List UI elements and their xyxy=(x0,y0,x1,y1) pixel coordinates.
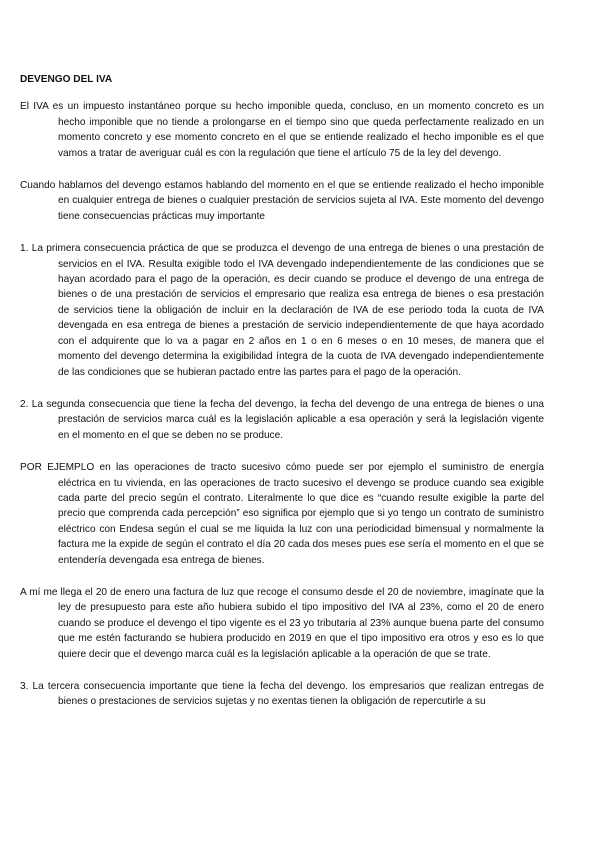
paragraph-example: POR EJEMPLO en las operaciones de tracto sucesivo cómo puede ser por ejemplo el suministro de energía eléctrica en tu vivienda, en las operaciones de tracto sucesivo el devengo se produce cuando sea exigible cada parte del precio según el contrato. Literalmente lo que dice es “cuando resulte exigible la parte del precio que comprenda cada percepción” eso significa por ejemplo que si yo tengo un contrato de suministro eléctrico con Endesa según el cual se me liquida la luz con una periodicidad bimensual y normalmente la factura me la expide de según el contrato el día 20 cada dos meses pues ese sería el momento en el que se entendería devengada esa entrega de bienes. xyxy=(20,462,544,566)
paragraph-devengo: Cuando hablamos del devengo estamos hablando del momento en el que se entiende realizado el hecho imponible en cualquier entrega de bienes o cualquier prestación de servicios sujeta al IVA. Este momento del devengo tiene consecuencias prácticas muy importante xyxy=(20,180,544,222)
paragraph-consequence-3: 3. La tercera consecuencia importante que tiene la fecha del devengo. los empresarios que realizan entregas de bienes o prestaciones de servicios sujetas y no exentas tienen la obligación de repercutirle a su xyxy=(20,681,544,708)
paragraph-consequence-1: 1. La primera consecuencia práctica de que se produzca el devengo de una entrega de bienes o una prestación de servicios en el IVA. Resulta exigible todo el IVA devengado independientemente de las condiciones que se hayan acordado para el pago de la operación, es decir cuando se produce el devengo de una entrega de bienes o de una prestación de servicios el empresario que realiza esa entrega de bienes o esa prestación de servicios tiene la obligación de incluir en la declaración de IVA de ese periodo toda la cuota de IVA devengada en esa entrega de bienes a prestación de servicio independientemente de que haya acordado con el adquirente que lo va a pagar en 2 años en 1 o en 6 meses o en 10 meses, de manera que el momento del devengo determina la exigibilidad íntegra de la cuota de IVA devengado independientemente de las condiciones que se hubieran pactado entre las partes para el pago de la operación. xyxy=(20,243,544,378)
paragraph-example-invoice: A mí me llega el 20 de enero una factura de luz que recoge el consumo desde el 20 de noviembre, imagínate que la ley de presupuesto para este año hubiera subido el tipo impositivo del IVA al 23%, como el 20 de enero cuando se produce el devengo el tipo vigente es el 23 yo tributaria al 23% aunque buena parte del consumo que me estén facturando se hubiera producido en 2019 en que el tipo impositivo era otros y eso es lo que quiere decir que el devengo marca cuál es la legislación aplicable a la operación de que se trate. xyxy=(20,586,544,660)
document-title: DEVENGO DEL IVA xyxy=(20,74,113,85)
paragraph-consequence-2: 2. La segunda consecuencia que tiene la fecha del devengo, la fecha del devengo de una entrega de bienes o una prestación de servicios marca cuál es la legislación aplicable a esa operación y será la legislación vigente en el momento en el que se deben no se produce. xyxy=(20,398,544,441)
paragraph-intro: El IVA es un impuesto instantáneo porque su hecho imponible queda, concluso, en un momento concreto es un hecho imponible que no tiende a prolongarse en el tiempo sino que queda perfectamente realizado en un momento concreto y ese momento concreto en el que se entiende realizado el hecho imponible es el que vamos a tratar de averiguar cuál es con la regulación que tiene el artículo 75 de la ley del devengo. xyxy=(20,101,544,159)
